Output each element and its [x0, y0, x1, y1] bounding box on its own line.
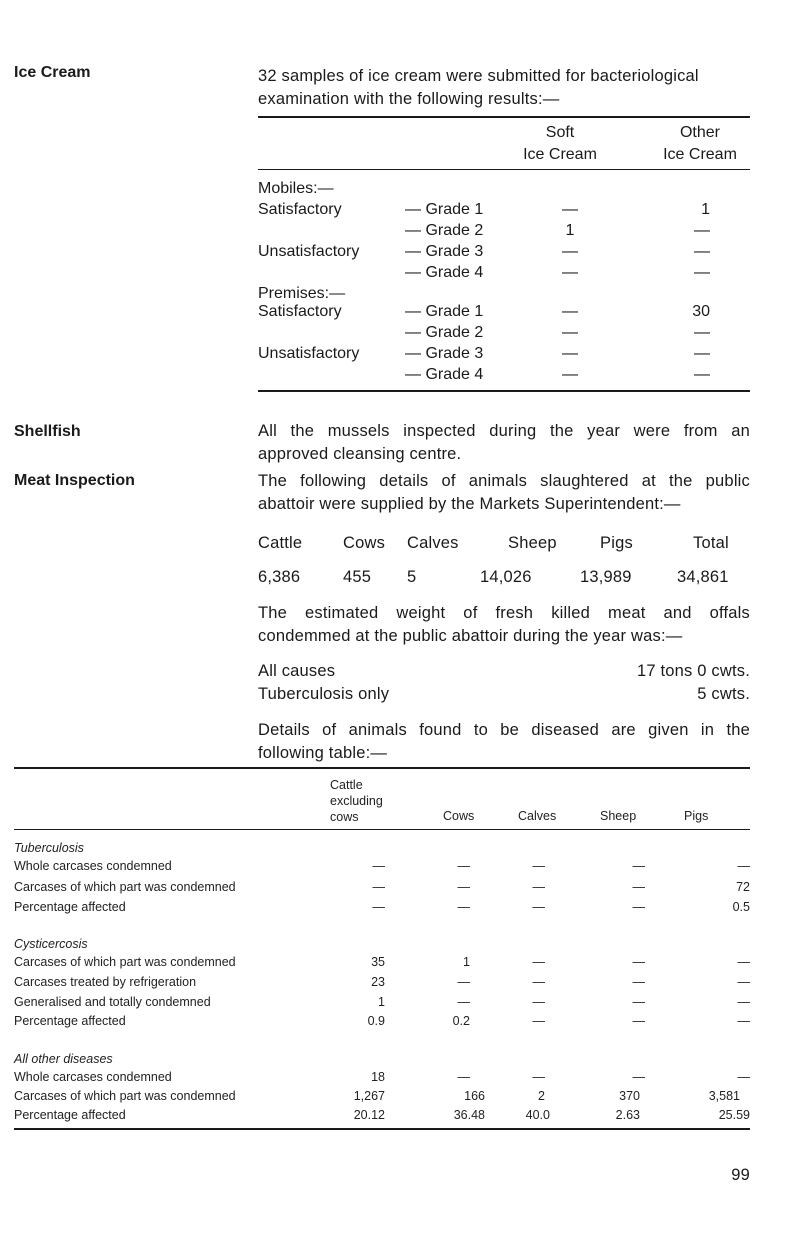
cell-pigs: —	[737, 955, 750, 969]
row-label: Carcases treated by refrigeration	[14, 975, 197, 989]
cell-calves: —	[532, 975, 545, 989]
grade-label: — Grade 3	[405, 345, 484, 362]
cell-calves: —	[532, 1070, 545, 1084]
cell-cattle: —	[372, 880, 385, 894]
other-value: —	[694, 345, 710, 362]
col-header-cattle-line-1: Cattle	[330, 778, 363, 792]
shellfish-line-1: All the mussels inspected during the year were from an	[258, 422, 750, 440]
cell-cattle: 23	[371, 975, 385, 989]
cell-cows: —	[457, 880, 470, 894]
mobiles-unsatisfactory-label: Unsatisfactory	[258, 243, 360, 260]
cell-pigs: —	[737, 1070, 750, 1084]
other-value: 1	[701, 201, 710, 218]
soft-value: —	[562, 201, 578, 218]
other-value: —	[694, 264, 710, 281]
premises-satisfactory-label: Satisfactory	[258, 303, 342, 320]
all-causes-label: All causes	[258, 662, 336, 680]
cell-cows: 166	[464, 1089, 485, 1103]
cell-pigs: 72	[736, 880, 750, 894]
cell-calves: 40.0	[525, 1108, 550, 1122]
slaughter-value-cows: 455	[343, 568, 372, 586]
row-label: Carcases of which part was condemned	[14, 1089, 236, 1103]
cell-cattle: 20.12	[353, 1108, 385, 1122]
cell-cows: 0.2	[452, 1014, 470, 1028]
grade-label: — Grade 2	[405, 222, 484, 239]
other-value: —	[694, 243, 710, 260]
cell-sheep: 2.63	[615, 1108, 640, 1122]
cell-pigs: 3,581	[708, 1089, 740, 1103]
cell-cattle: 0.9	[367, 1014, 385, 1028]
other-value: —	[694, 222, 710, 239]
grade-label: — Grade 4	[405, 366, 484, 383]
ice-cream-header-rule	[258, 169, 750, 170]
slaughter-value-calves: 5	[407, 568, 417, 586]
grade-label: — Grade 4	[405, 264, 484, 281]
cell-cows: —	[457, 900, 470, 914]
row-label: Percentage affected	[14, 900, 126, 914]
slaughter-value-cattle: 6,386	[258, 568, 301, 586]
cell-cattle: 1	[378, 995, 385, 1009]
cell-cattle: —	[372, 859, 385, 873]
section-heading-meat-inspection: Meat Inspection	[14, 472, 135, 489]
premises-unsatisfactory-label: Unsatisfactory	[258, 345, 360, 362]
row-label: Carcases of which part was condemned	[14, 955, 236, 969]
cell-calves: —	[532, 995, 545, 1009]
slaughter-value-total: 34,861	[677, 568, 729, 586]
cell-cattle: 18	[371, 1070, 385, 1084]
soft-value: —	[562, 303, 578, 320]
row-label: Percentage affected	[14, 1108, 126, 1122]
tb-only-label: Tuberculosis only	[258, 685, 390, 703]
soft-value: —	[562, 243, 578, 260]
cell-sheep: —	[632, 900, 645, 914]
cell-cows: —	[457, 1070, 470, 1084]
other-value: —	[694, 366, 710, 383]
soft-value: —	[562, 264, 578, 281]
ice-cream-intro-line-2: examination with the following results:—	[258, 90, 560, 108]
col-header-cows: Cows	[443, 809, 475, 823]
col-header-cattle-line-3: cows	[330, 810, 359, 824]
other-value: 30	[692, 303, 710, 320]
slaughter-header-cows: Cows	[343, 534, 386, 552]
col-header-soft-2: Ice Cream	[523, 146, 597, 163]
mobiles-satisfactory-label: Satisfactory	[258, 201, 342, 218]
all-causes-value: 17 tons 0 cwts.	[636, 662, 750, 680]
cell-calves: —	[532, 900, 545, 914]
meat-intro-line-2: abattoir were supplied by the Markets Superintendent:—	[258, 495, 681, 513]
cell-cattle: —	[372, 900, 385, 914]
weight-line-2: condemmed at the public abattoir during the year was:—	[258, 627, 683, 645]
slaughter-value-sheep: 14,026	[480, 568, 532, 586]
grade-label: — Grade 2	[405, 324, 484, 341]
shellfish-line-2: approved cleansing centre.	[258, 445, 462, 463]
cell-sheep: —	[632, 880, 645, 894]
cell-pigs: 25.59	[718, 1108, 750, 1122]
grade-label: — Grade 1	[405, 303, 484, 320]
row-label: Whole carcases condemned	[14, 1070, 172, 1084]
cell-sheep: —	[632, 1070, 645, 1084]
disease-table-bottom-rule	[14, 1128, 750, 1130]
cell-calves: —	[532, 1014, 545, 1028]
details-line-1: Details of animals found to be diseased are given in the	[258, 721, 750, 739]
slaughter-value-pigs: 13,989	[580, 568, 632, 586]
row-label: Whole carcases condemned	[14, 859, 172, 873]
disease-table-header-rule	[14, 829, 750, 830]
cell-pigs: —	[737, 995, 750, 1009]
cell-cows: 1	[463, 955, 470, 969]
cell-calves: 2	[538, 1089, 545, 1103]
slaughter-header-cattle: Cattle	[258, 534, 303, 552]
other-value: —	[694, 324, 710, 341]
row-label: Carcases of which part was condemned	[14, 880, 236, 894]
col-header-soft: Soft	[545, 124, 575, 141]
cell-cows: —	[457, 975, 470, 989]
cell-pigs: —	[737, 859, 750, 873]
details-line-2: following table:—	[258, 744, 388, 762]
slaughter-header-calves: Calves	[407, 534, 459, 552]
group-title-all-other-diseases: All other diseases	[14, 1052, 113, 1066]
cell-cattle: 1,267	[353, 1089, 385, 1103]
soft-value: —	[562, 324, 578, 341]
col-header-other-2: Ice Cream	[663, 146, 737, 163]
col-header-calves: Calves	[518, 809, 557, 823]
col-header-cattle-line-2: excluding	[330, 794, 383, 808]
cell-calves: —	[532, 955, 545, 969]
col-header-other: Other	[679, 124, 720, 141]
grade-label: — Grade 1	[405, 201, 484, 218]
col-header-pigs: Pigs	[684, 809, 709, 823]
section-heading-ice-cream: Ice Cream	[14, 64, 91, 81]
cell-sheep: —	[632, 955, 645, 969]
cell-calves: —	[532, 859, 545, 873]
group-title-tuberculosis: Tuberculosis	[14, 841, 84, 855]
section-heading-shellfish: Shellfish	[14, 423, 81, 440]
meat-intro-line-1: The following details of animals slaughtered at the public	[258, 472, 750, 490]
cell-sheep: —	[632, 859, 645, 873]
row-label: Generalised and totally condemned	[14, 995, 211, 1009]
col-header-sheep: Sheep	[600, 809, 637, 823]
cell-sheep: —	[632, 1014, 645, 1028]
soft-value: —	[562, 366, 578, 383]
cell-sheep: —	[632, 995, 645, 1009]
cell-cows: 36.48	[453, 1108, 485, 1122]
soft-value: —	[562, 345, 578, 362]
cell-pigs: —	[737, 975, 750, 989]
cell-cows: —	[457, 859, 470, 873]
slaughter-header-sheep: Sheep	[508, 534, 557, 552]
grade-label: — Grade 3	[405, 243, 484, 260]
col-header-cattle	[330, 777, 383, 825]
soft-value: 1	[565, 222, 575, 239]
page-number: 99	[731, 1166, 750, 1184]
disease-table-top-rule	[14, 767, 750, 769]
cell-pigs: 0.5	[732, 900, 750, 914]
ice-cream-intro-line-1: 32 samples of ice cream were submitted for bacteriological	[258, 67, 699, 85]
ice-cream-table-bottom-rule	[258, 390, 750, 392]
cell-pigs: —	[737, 1014, 750, 1028]
cell-sheep: 370	[619, 1089, 640, 1103]
row-label: Percentage affected	[14, 1014, 126, 1028]
weight-line-1: The estimated weight of fresh killed meat and offals	[258, 604, 750, 622]
premises-label: Premises:—	[258, 285, 346, 302]
slaughter-header-total: Total	[693, 534, 729, 552]
cell-sheep: —	[632, 975, 645, 989]
group-title-cysticercosis: Cysticercosis	[14, 937, 88, 951]
ice-cream-table-top-rule	[258, 116, 750, 118]
cell-cows: —	[457, 995, 470, 1009]
tb-only-value: 5 cwts.	[697, 685, 750, 703]
cell-cattle: 35	[371, 955, 385, 969]
mobiles-label: Mobiles:—	[258, 180, 334, 197]
slaughter-header-pigs: Pigs	[600, 534, 633, 552]
cell-calves: —	[532, 880, 545, 894]
